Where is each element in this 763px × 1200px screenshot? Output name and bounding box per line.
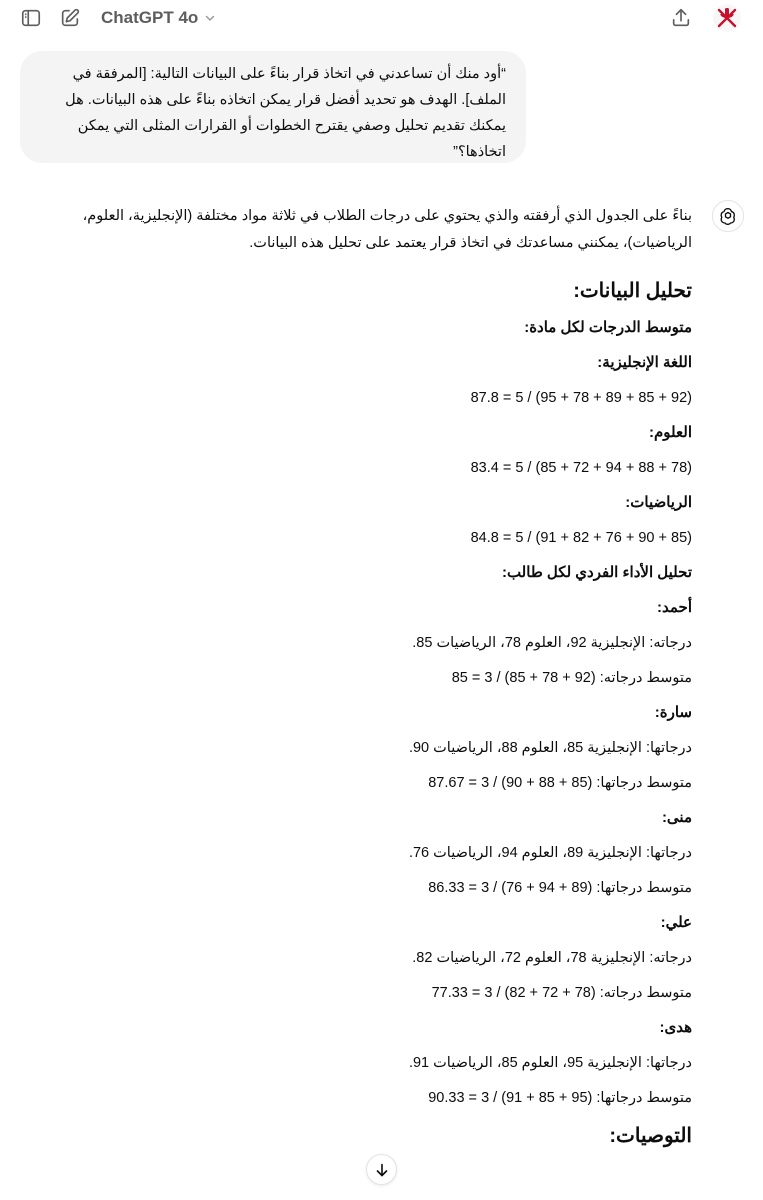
assistant-logo-icon xyxy=(712,200,744,232)
recommendations-heading: التوصيات: xyxy=(609,1125,692,1147)
student-name: سارة: xyxy=(654,704,692,721)
subject-name: اللغة الإنجليزية: xyxy=(597,354,692,371)
model-selector[interactable] xyxy=(101,6,216,30)
student-grades: درجاتها: الإنجليزية 89، العلوم 94، الرياضيات 76. xyxy=(408,845,692,861)
student-name: علي: xyxy=(660,914,692,931)
arrow-down-icon xyxy=(374,1162,390,1178)
student-average: متوسط درجاتها: (85 + 88 + 90) / 3 = 87.67 xyxy=(428,775,692,791)
top-bar xyxy=(0,0,763,36)
model-name: ChatGPT 4o xyxy=(101,8,199,27)
student-name: أحمد: xyxy=(657,599,692,616)
share-icon[interactable] xyxy=(669,6,693,30)
subject-name: العلوم: xyxy=(649,424,692,441)
student-grades: درجاته: الإنجليزية 78، العلوم 72، الرياضيات 82. xyxy=(412,950,692,966)
user-message: “أود منك أن تساعدني في اتخاذ قرار بناءً على البيانات التالية: [المرفقة في الملف]. الهدف هو تحديد أفضل قرار يمكن اتخاذه بناءً على هذه البيانات. هل يمكنك تقديم تحليل وصفي يقترح الخطوات أو القرارات المثلى التي يمكن اتخاذها؟” xyxy=(20,51,526,163)
student-average: متوسط درجاتها: (89 + 94 + 76) / 3 = 86.33 xyxy=(428,880,692,896)
scroll-down-button[interactable] xyxy=(366,1154,397,1185)
subject-equation: (85 + 90 + 76 + 82 + 91) / 5 = 84.8 xyxy=(470,530,692,546)
subject-avg-heading: متوسط الدرجات لكل مادة: xyxy=(524,319,692,336)
chevron-down-icon xyxy=(204,12,216,24)
avatar[interactable] xyxy=(713,4,741,32)
student-analysis-heading: تحليل الأداء الفردي لكل طالب: xyxy=(501,564,692,581)
student-name: هدى: xyxy=(659,1019,692,1036)
new-chat-icon[interactable] xyxy=(58,6,82,30)
subject-name: الرياضيات: xyxy=(625,494,692,511)
sidebar-toggle-icon[interactable] xyxy=(19,6,43,30)
analysis-heading: تحليل البيانات: xyxy=(573,280,692,302)
student-name: منى: xyxy=(661,809,692,826)
student-average: متوسط درجاته: (92 + 78 + 85) / 3 = 85 xyxy=(451,670,692,686)
reply-intro: بناءً على الجدول الذي أرفقته والذي يحتوي على درجات الطلاب في ثلاثة مواد مختلفة (الإنجليزية، العلوم، الرياضيات)، يمكنني مساعدتك في اتخاذ قرار يعتمد على تحليل هذه البيانات. xyxy=(82,208,692,251)
assistant-message xyxy=(18,203,692,1162)
student-grades: درجاتها: الإنجليزية 85، العلوم 88، الرياضيات 90. xyxy=(408,740,692,756)
student-grades: درجاتها: الإنجليزية 95، العلوم 85، الرياضيات 91. xyxy=(408,1055,692,1071)
subject-equation: (78 + 88 + 94 + 72 + 85) / 5 = 83.4 xyxy=(470,460,692,476)
subject-equation: (92 + 85 + 89 + 78 + 95) / 5 = 87.8 xyxy=(470,390,692,406)
student-average: متوسط درجاته: (78 + 72 + 82) / 3 = 77.33 xyxy=(431,985,692,1001)
student-grades: درجاته: الإنجليزية 92، العلوم 78، الرياضيات 85. xyxy=(412,635,692,651)
student-average: متوسط درجاتها: (95 + 85 + 91) / 3 = 90.33 xyxy=(428,1090,692,1106)
